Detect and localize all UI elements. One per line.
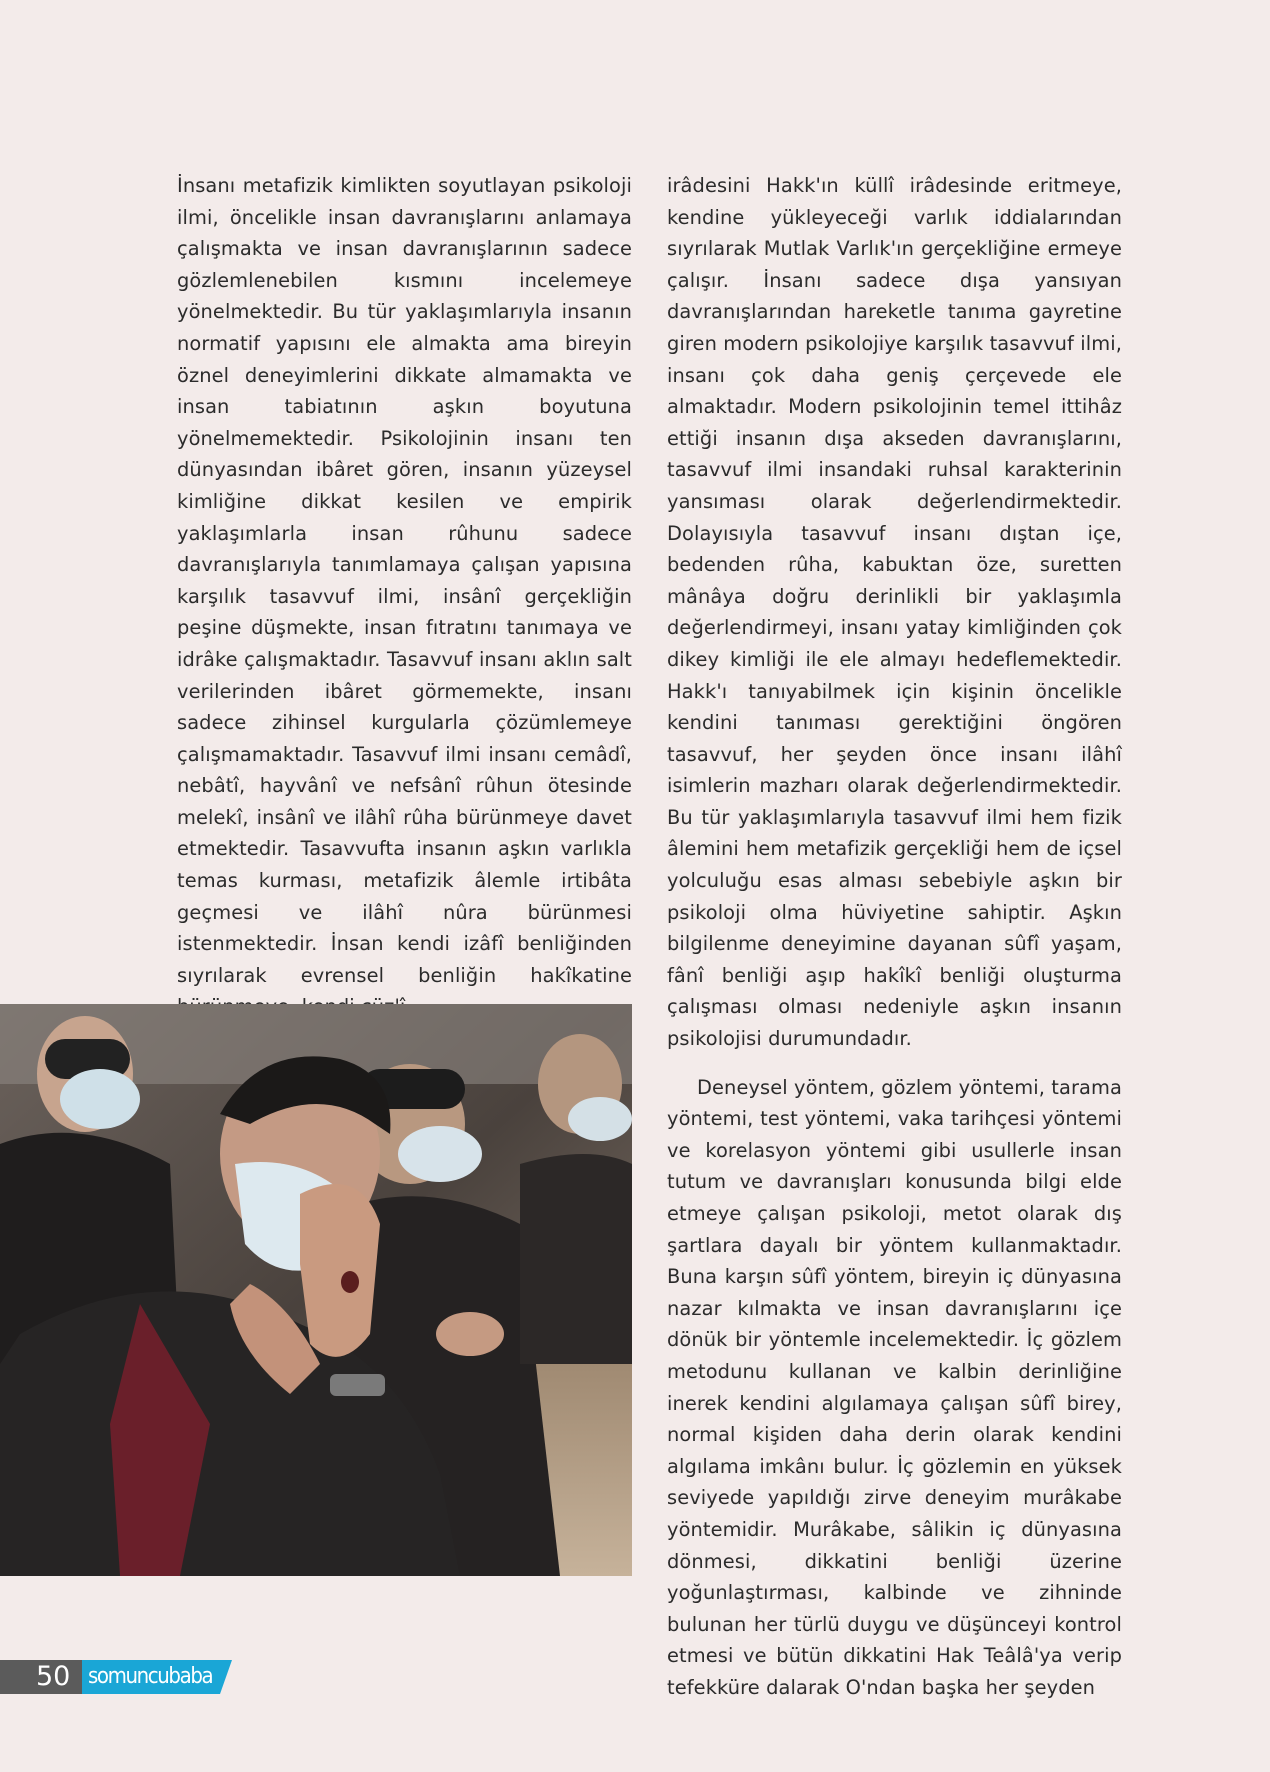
body-paragraph: Deneysel yöntem, gözlem yöntemi, tarama yöntemi, test yöntemi, vaka tarihçesi yöntemi ve korelasyon yöntemi gibi usullerle insan tutum ve davranışları konusunda bilgi elde etmeye çalışan psikoloji, metot olarak dış şartlara dayalı bir yöntem kullanmaktadır. Buna karşın sûfî yöntem, bireyin iç dünyasına nazar kılmakta ve insan davranışlarını içe dönük bir yöntemle incelemektedir. İç gözlem metodunu kullanan ve kalbin derinliğine inerek kendini algılamaya çalışan sûfî birey, normal kişiden daha derin olarak kendini algılama imkânı bulur. İç gözlemin en yüksek seviyede yapıldığı zirve deneyim murâkabe yöntemidir. Murâkabe, sâlikin iç dünyasına dönmesi, dikkatini benliği üzerine yoğunlaştırması, kalbinde ve zihninde bulunan her türlü duygu ve düşünceyi kontrol etmesi ve bütün dikkatini Hak Teâlâ'ya verip tefekküre dalarak O'ndan başka her şeyden — [667, 1075, 1123, 1699]
page-footer — [0, 1660, 220, 1694]
article-right-column — [667, 170, 1122, 1704]
magazine-logo: somuncubaba — [82, 1660, 220, 1694]
body-paragraph: irâdesini Hakk'ın küllî irâdesinde eritmeye, kendine yükleyeceği varlık iddialarından sıyrılarak Mutlak Varlık'ın gerçekliğine ermeye çalışır. İnsanı sadece dışa yansıyan davranışlarından hareketle tanıma gayretine giren modern psikolojiye karşılık tasavvuf ilmi, insanı çok daha geniş çerçevede ele almaktadır. Modern psikolojinin temel ittihâz ettiği insanın dışa akseden davranışlarını, tasavvuf ilmi insandaki ruhsal karakterinin yansıması olarak değerlendirmektedir. Dolayısıyla tasavvuf insanı dıştan içe, bedenden rûha, kabuktan öze, suretten mânâya doğru derinlikli bir yaklaşımla değerlendirmeyi, insanı yatay kimliğinden çok dikey kimliği ile ele almayı hedeflemektedir. Hakk'ı tanıyabilmek için kişinin öncelikle kendini tanıması gerektiğini öngören tasavvuf, her şeyden önce insanı ilâhî isimlerin mazharı olarak değerlendirmektedir. Bu tür yaklaşımlarıyla tasavvuf ilmi hem fizik âlemini hem metafizik gerçekliği hem de içsel yolculuğu esas alması sebebiyle aşkın bir psikoloji olma hüviyetine sahiptir. Aşkın bilgilenme deneyimine dayanan sûfî yaşam, fânî benliği aşıp hakîkî benliği oluşturma çalışması olması nedeniyle aşkın insanın psikolojisi durumundadır. — [667, 174, 1122, 1051]
article-photo — [0, 1004, 632, 1576]
article-left-column — [177, 170, 632, 1023]
page-number: 50 — [0, 1660, 82, 1694]
body-paragraph: İnsanı metafizik kimlikten soyutlayan psikoloji ilmi, öncelikle insan davranışlarını anlamaya çalışmakta ve insan davranışlarının sadece gözlemlenebilen kısmını incelemeye yönelmektedir. Bu tür yaklaşımlarıyla insanın normatif yapısını ele almakta ama bireyin öznel deneyimlerini dikkate almamakta ve insan tabiatının aşkın boyutuna yönelmemektedir. Psikolojinin insanı ten dünyasından ibâret gören, insanın yüzeysel kimliğine dikkat kesilen ve empirik yaklaşımlarla insan rûhunu sadece davranışlarıyla tanımlamaya çalışan yapısına karşılık tasavvuf ilmi, insânî gerçekliğin peşine düşmekte, insan fıtratını tanımaya ve idrâke çalışmaktadır. Tasavvuf insanı aklın salt verilerinden ibâret görmemekte, insanı sadece zihinsel kurgularla çözümlemeye çalışmamaktadır. Tasavvuf ilmi insanı cemâdî, nebâtî, hayvânî ve nefsânî rûhun ötesinde melekî, insânî ve ilâhî rûha bürünmeye davet etmektedir. Tasavvufta insanın aşkın varlıkla temas kurması, metafizik âlemle irtibâta geçmesi ve ilâhî nûra bürünmesi istenmektedir. İnsan kendi izâfî benliğinden sıyrılarak evrensel benliğin hakîkatine — [177, 174, 632, 987]
